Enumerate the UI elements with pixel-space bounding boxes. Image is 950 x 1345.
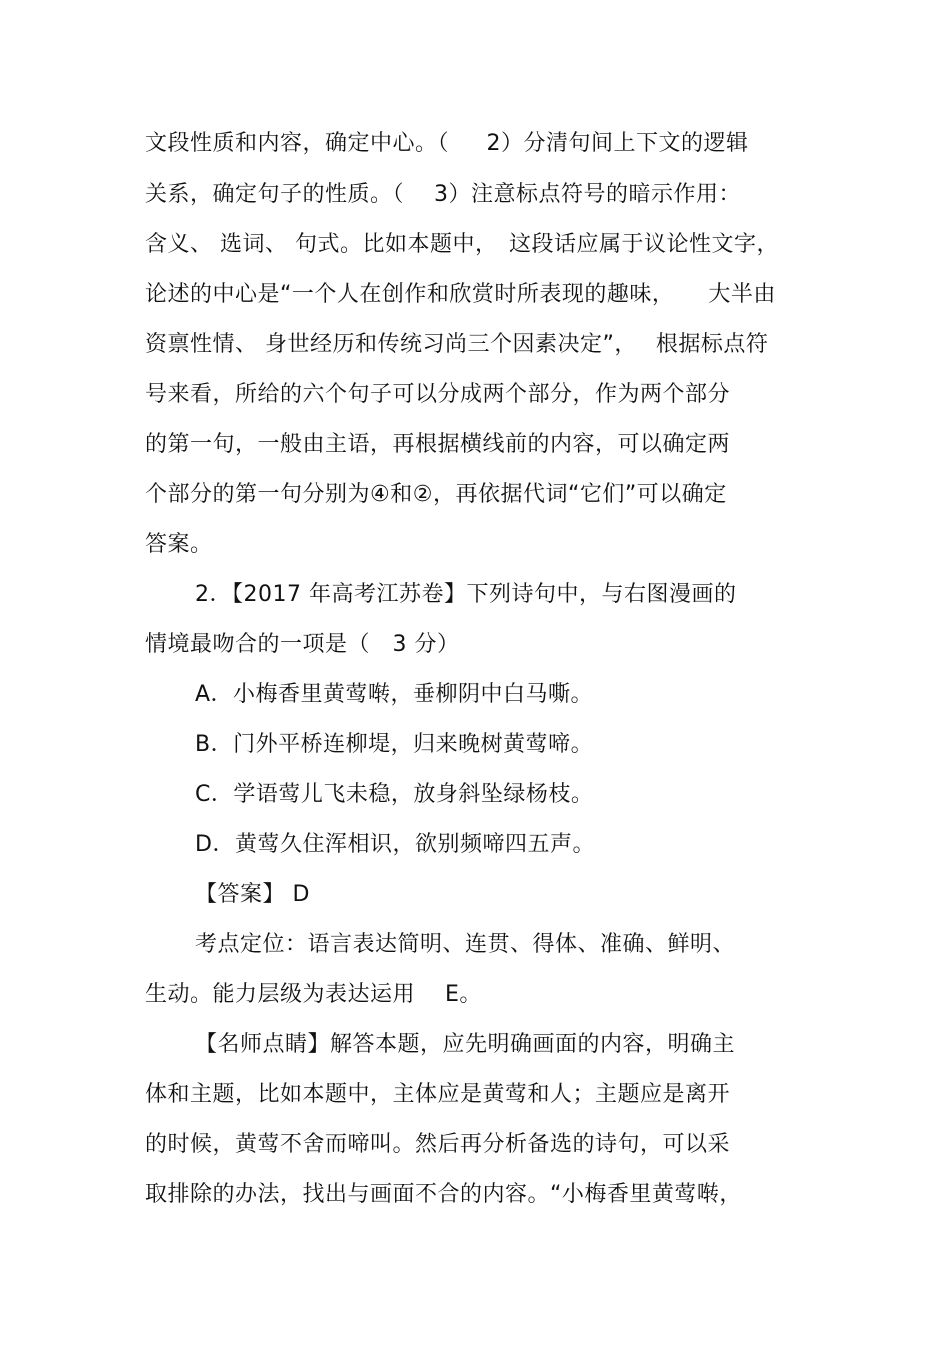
question-heading: 2．【2017 年高考江苏卷】下列诗句中，与右图漫画的 [195,582,737,607]
option-a: A．小梅香里黄莺啭，垂柳阴中白马嘶。 [195,682,594,707]
text-line: 的时候，黄莺不舍而啼叫。然后再分析备选的诗句，可以采 [145,1132,731,1157]
text-line: 【名师点睛】解答本题，应先明确画面的内容，明确主 [195,1032,736,1057]
answer-line: 【答案】 D [195,882,310,907]
text-line: 个部分的第一句分别为④和②，再依据代词“它们”可以确定 [145,482,727,507]
text-line: 情境最吻合的一项是（ 3 分） [145,632,460,657]
text-line: 生动。能力层级为表达运用 E。 [145,982,482,1007]
text-line: 论述的中心是“一个人在创作和欣赏时所表现的趣味， 大半由 [145,282,776,307]
text-line: 考点定位：语言表达简明、连贯、得体、准确、鲜明、 [195,932,736,957]
text-line: 号来看，所给的六个句子可以分成两个部分，作为两个部分 [145,382,731,407]
text-line: 答案。 [145,532,213,557]
option-d: D．黄莺久住浑相识，欲别频啼四五声。 [195,832,595,857]
text-line: 取排除的办法，找出与画面不合的内容。“小梅香里黄莺啭， [145,1182,742,1207]
text-line: 体和主题，比如本题中，主体应是黄莺和人；主题应是离开 [145,1082,731,1107]
text-line: 关系，确定句子的性质。（ 3）注意标点符号的暗示作用： [145,182,741,207]
option-b: B．门外平桥连柳堤，归来晚树黄莺啼。 [195,732,594,757]
text-line: 资禀性情、 身世经历和传统习尚三个因素决定”， 根据标点符 [145,332,769,357]
text-line: 的第一句，一般由主语，再根据横线前的内容，可以确定两 [145,432,731,457]
option-c: C．学语莺儿飞未稳，放身斜坠绿杨枝。 [195,782,594,807]
text-line: 含义、 选词、 句式。比如本题中， 这段话应属于议论性文字， [145,232,779,257]
text-line: 文段性质和内容，确定中心。（ 2）分清句间上下文的逻辑 [145,131,749,156]
